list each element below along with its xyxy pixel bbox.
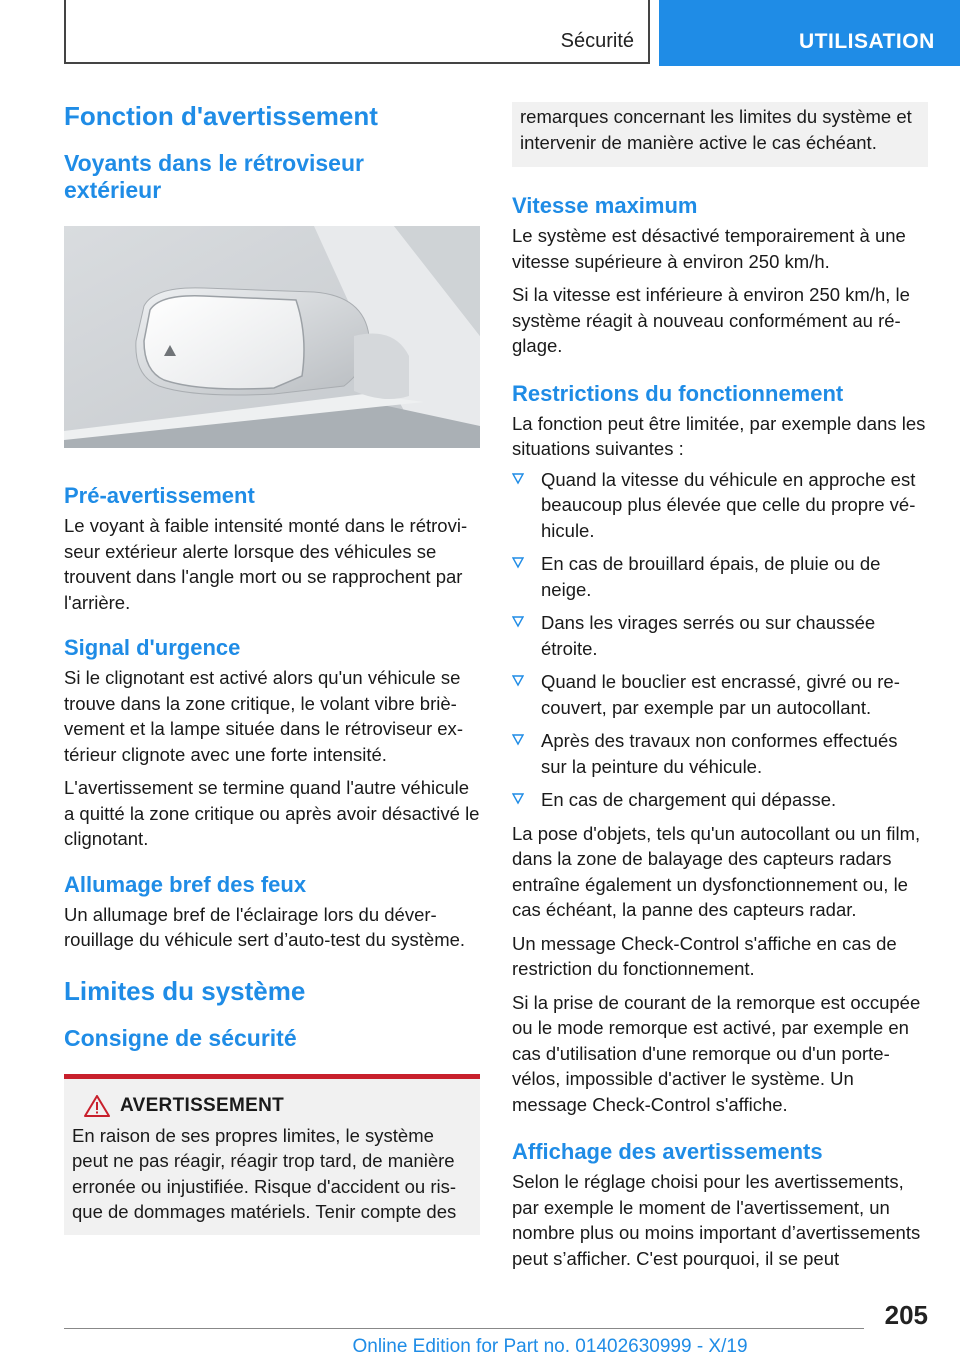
list-item — [512, 467, 928, 544]
restrictions-text-3: Si la prise de courant de la remorque est occupée ou le mode remorque est activé, par exemple en cas d'utilisation d'une remorque ou d'un porte-vélos, impossible d'activer le système. Un message Check-Control s'affiche. — [512, 991, 921, 1115]
warning-box — [64, 1074, 480, 1235]
warning-triangle-icon — [84, 1095, 110, 1117]
urgence-heading: Signal d'urgence — [64, 635, 241, 660]
affichage-text: Selon le réglage choisi pour les avertissements, par exemple le moment de l'avertissement, un nombre plus ou moins important d’avertissements peut s’afficher. C'est pourquoi, il se peut — [512, 1171, 921, 1269]
limites-title: Limites du système — [64, 975, 306, 1006]
bullet-triangle-icon — [512, 616, 524, 628]
urgence-text-2: L'avertissement se termine quand l'autre véhicule a quitté la zone critique ou après avoir désactivé le clignotant. — [64, 777, 480, 849]
mirror-illustration — [64, 226, 480, 448]
warning-box-continued — [512, 102, 928, 167]
list-item — [512, 728, 928, 779]
restrictions-intro: La fonction peut être limitée, par exemple dans les situations suivantes : — [512, 412, 926, 459]
page-header — [0, 0, 960, 66]
urgence-text-1: Si le clignotant est activé alors qu'un véhicule se trouve dans la zone critique, le volant vibre brièvement et la lampe située dans le rétroviseur extérieur clignote avec une forte intensité. — [64, 667, 463, 765]
warning-text: En raison de ses propres limites, le système peut ne pas réagir, réagir trop tard, de manière erronée ou injustifiée. Risque d'accident ou risque de dommages matériels. Tenir compte des — [72, 1124, 457, 1222]
allumage-heading: Allumage bref des feux — [64, 871, 307, 897]
restrictions-heading: Restrictions du fonctionnement — [512, 380, 844, 406]
list-item-text: En cas de brouillard épais, de pluie ou de neige. — [541, 553, 881, 600]
header-frame — [64, 0, 650, 64]
restrictions-text-2: Un message Check-Control s'affiche en cas de restriction du fonctionnement. — [512, 932, 897, 979]
warning-header — [84, 1095, 472, 1117]
limites-subtitle: Consigne de sécurité — [64, 1024, 297, 1051]
restrictions-list — [512, 467, 928, 813]
bullet-triangle-icon — [512, 557, 524, 569]
bullet-triangle-icon — [512, 734, 524, 746]
vitesse-text-1: Le système est désactivé temporairement à une vitesse supérieure à environ 250 km/h. — [512, 225, 906, 272]
list-item — [512, 551, 928, 602]
right-column — [512, 102, 928, 1271]
warning-label: AVERTISSEMENT — [120, 1094, 285, 1116]
preavert-text: Le voyant à faible intensité monté dans le rétroviseur extérieur alerte lorsque des véhicules se trouvent dans l'angle mort ou se rapprochent par l'arrière. — [64, 515, 468, 613]
header-section-title: Sécurité — [560, 30, 634, 52]
bullet-triangle-icon — [512, 473, 524, 485]
preavert-heading: Pré-avertissement — [64, 483, 255, 508]
subsection-title: Voyants dans le rétroviseur extérieur — [64, 150, 364, 203]
list-item-text: Quand le bouclier est encrassé, givré ou recouvert, par exemple par un autocollant. — [541, 671, 900, 718]
restrictions-text-1: La pose d'objets, tels qu'un autocollant ou un film, dans la zone de balayage des capteurs radars entraîne également un dysfonctionnement ou, le cas échéant, la panne des capteurs radar. — [512, 822, 921, 920]
footer-divider — [64, 1328, 864, 1329]
header-chapter-tab: UTILISATION — [659, 0, 960, 66]
vitesse-text-2: Si la vitesse est inférieure à environ 250 km/h, le système réagit à nouveau conformément au réglage. — [512, 284, 910, 356]
page-number: 205 — [884, 1300, 928, 1330]
warning-continued-text: remarques concernant les limites du système et intervenir de manière active le cas échéant. — [520, 106, 912, 153]
list-item-text: En cas de chargement qui dépasse. — [541, 789, 837, 810]
vitesse-heading: Vitesse maximum — [512, 193, 698, 218]
section-title: Fonction d'avertissement — [64, 101, 378, 131]
allumage-text: Un allumage bref de l'éclairage lors du déverrouillage du véhicule sert d’auto-test du système. — [64, 903, 466, 950]
list-item-text: Après des travaux non conformes effectués sur la peinture du véhicule. — [541, 730, 898, 777]
list-item — [512, 787, 928, 813]
footer-edition: Online Edition for Part no. 01402630999 - X/19 — [352, 1336, 748, 1357]
affichage-heading: Affichage des avertissements — [512, 1139, 823, 1164]
list-item-text: Quand la vitesse du véhicule en approche est beaucoup plus élevée que celle du propre véhicule. — [541, 468, 916, 541]
list-item — [512, 669, 928, 720]
bullet-triangle-icon — [512, 675, 524, 687]
list-item-text: Dans les virages serrés ou sur chaussée étroite. — [541, 612, 876, 659]
left-column — [64, 100, 480, 1235]
bullet-triangle-icon — [512, 793, 524, 805]
list-item — [512, 610, 928, 661]
